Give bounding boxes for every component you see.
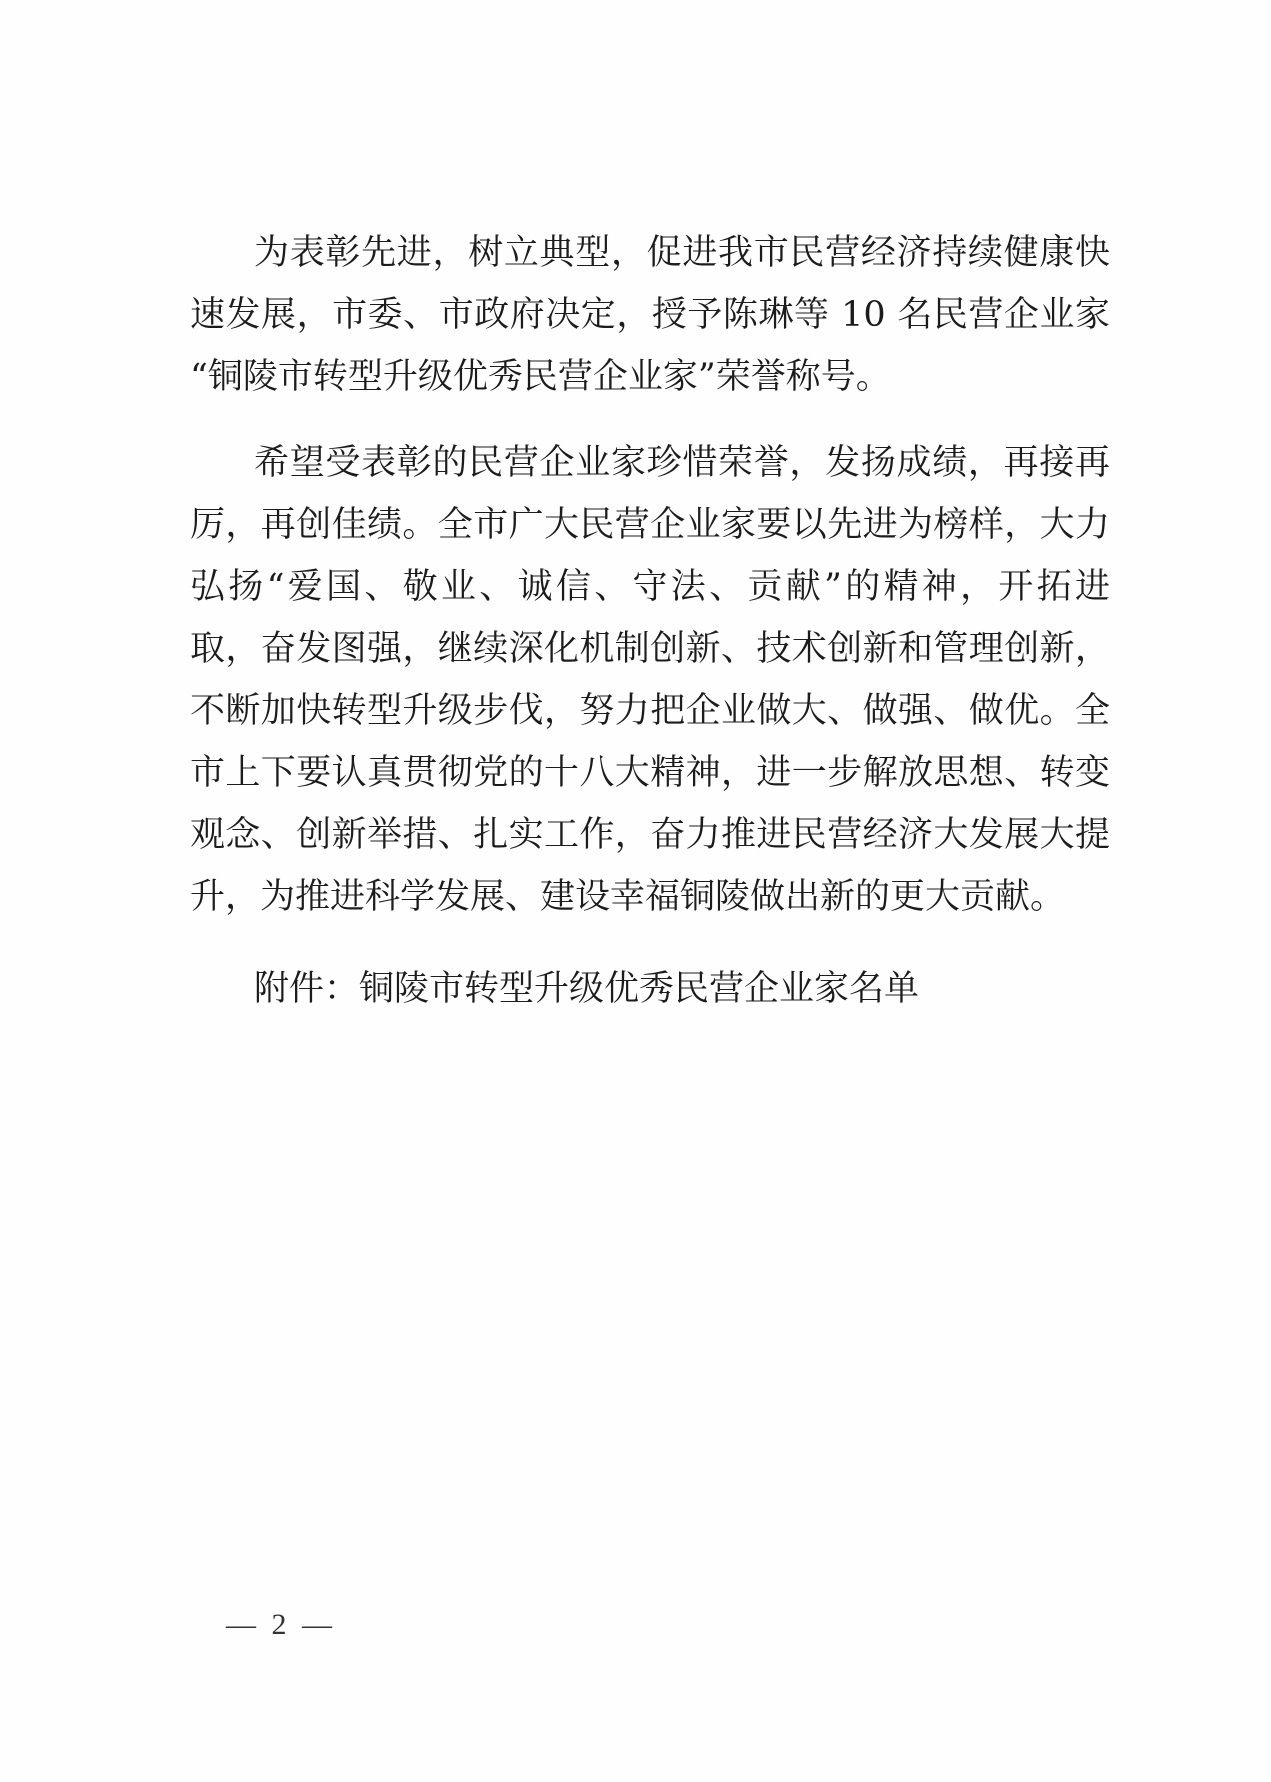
attachment-note: 附件：铜陵市转型升级优秀民营企业家名单 [254, 969, 920, 1009]
paragraph-line: 不断加快转型升级步伐，努力把企业做大、做强、做优。全 [190, 691, 1110, 731]
paragraph-line: 希望受表彰的民营企业家珍惜荣誉，发扬成绩，再接再 [254, 443, 1110, 483]
paragraph-line: 弘扬“爱国、敬业、诚信、守法、贡献”的精神，开拓进 [190, 567, 1110, 607]
paragraph-commendation [190, 222, 1110, 408]
paragraph-line: 厉，再创佳绩。全市广大民营企业家要以先进为榜样，大力 [190, 505, 1110, 545]
paragraph-line: 速发展，市委、市政府决定，授予陈琳等 10 名民营企业家 [190, 295, 1110, 335]
paragraph-line: 取，奋发图强，继续深化机制创新、技术创新和管理创新， [190, 629, 1110, 669]
paragraph-line: 市上下要认真贯彻党的十八大精神，进一步解放思想、转变 [190, 753, 1110, 793]
paragraph-line: “铜陵市转型升级优秀民营企业家”荣誉称号。 [190, 357, 891, 397]
paragraph-line: 为表彰先进，树立典型，促进我市民营经济持续健康快 [254, 233, 1110, 273]
paragraph-line: 升，为推进科学发展、建设幸福铜陵做出新的更大贡献。 [190, 877, 1066, 917]
paragraph-hope [190, 432, 1110, 928]
paragraph-line: 观念、创新举措、扎实工作，奋力推进民营经济大发展大提 [190, 815, 1110, 855]
page-number: — 2 — [226, 1608, 336, 1641]
